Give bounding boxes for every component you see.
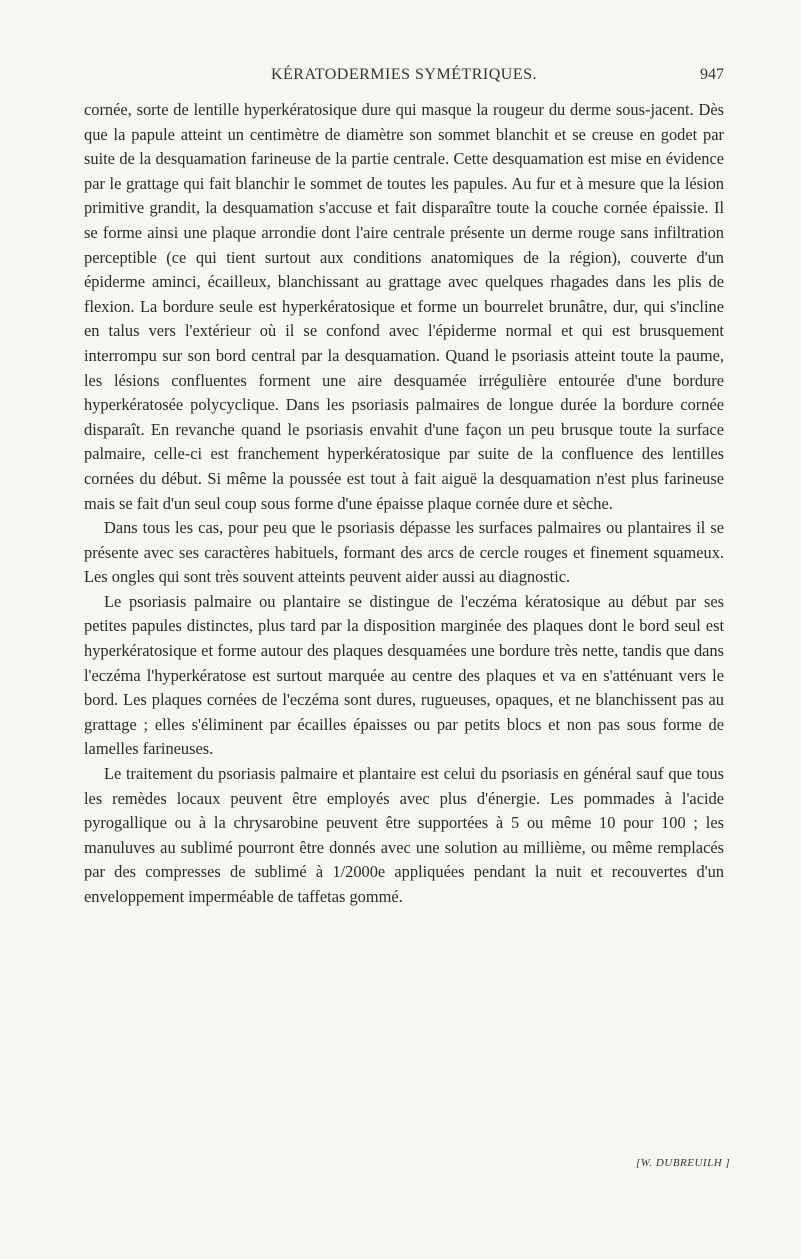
running-head	[84, 66, 724, 90]
paragraph-1: cornée, sorte de lentille hyperkératosique dure qui masque la rougeur du derme sous-jacent. Dès que la papule atteint un centimètre de diamètre son sommet blanchit et se creuse en godet par suite de la desquamation farineuse de la partie centrale. Cette desquamation est mise en évidence par le grattage qui fait blanchir le sommet de toutes les papules. Au fur et à mesure que la lésion primitive grandit, la desquamation s'accuse et fait disparaître toute la couche cornée épaissie. Il se forme ainsi une plaque arrondie dont l'aire centrale présente un derme rouge sans infiltration perceptible (ce qui tient surtout aux conditions anatomiques de la région), couverte d'un épiderme aminci, écailleux, blanchissant au grattage avec quelques rhagades dans les plis de flexion. La bordure seule est hyperkératosique et forme un bourrelet brunâtre, dur, qui s'incline en talus vers l'extérieur où il se confond avec l'épiderme normal et qui est brusquement interrompu sur son bord central par la desquamation. Quand le psoriasis atteint toute la paume, les lésions confluentes forment une aire desquamée irrégulière entourée d'une bordure hyperkératosée polycyclique. Dans les psoriasis palmaires de longue durée la bordure cornée disparaît. En revanche quand le psoriasis envahit d'une façon un peu brusque toute la surface palmaire, celle-ci est franchement hyperkératosique par suite de la confluence des lentilles cornées du début. Si même la poussée est tout à fait aiguë la desquamation n'est plus farineuse mais se fait d'un seul coup sous forme d'une épaisse plaque cornée dure et sèche.	[84, 100, 724, 513]
paragraph-2: Dans tous les cas, pour peu que le psoriasis dépasse les surfaces palmaires ou plantaires il se présente avec ses caractères habituels, formant des arcs de cercle rouges et finement squameux. Les ongles qui sont très souvent atteints peuvent aider aussi au diagnostic.	[84, 518, 724, 587]
body-text	[84, 98, 724, 910]
paragraph-4: Le traitement du psoriasis palmaire et plantaire est celui du psoriasis en général sauf que tous les remèdes locaux peuvent être employés avec plus d'énergie. Les pommades à l'acide pyrogallique ou à la chrysarobine peuvent être supportées à 5 ou même 10 pour 100 ; les manuluves au sublimé pourront être donnés avec une solution au millième, ou même remplacés par des compresses de sublimé à 1/2000e appliquées pendant la nuit et recouvertes d'un enveloppement imperméable de taffetas gommé.	[84, 764, 724, 906]
running-title: KÉRATODERMIES SYMÉTRIQUES.	[270, 66, 538, 83]
paragraph-3: Le psoriasis palmaire ou plantaire se distingue de l'eczéma kératosique au début par ses petites papules distinctes, plus tard par la disposition marginée des plaques dont le bord seul est hyperkératosique et forme autour des plaques desquamées une bordure très nette, tandis que dans l'eczéma l'hyperkératose est surtout marquée au centre des plaques et va en s'atténuant vers le bord. Les plaques cornées de l'eczéma sont dures, rugueuses, opaques, et ne blanchissent pas au grattage ; elles s'éliminent par écailles épaisses ou par petits blocs et non pas sous forme de lamelles farineuses.	[84, 591, 724, 759]
author-signature: [W. DUBREUILH ]	[636, 1157, 731, 1169]
page-number: 947	[700, 66, 724, 83]
